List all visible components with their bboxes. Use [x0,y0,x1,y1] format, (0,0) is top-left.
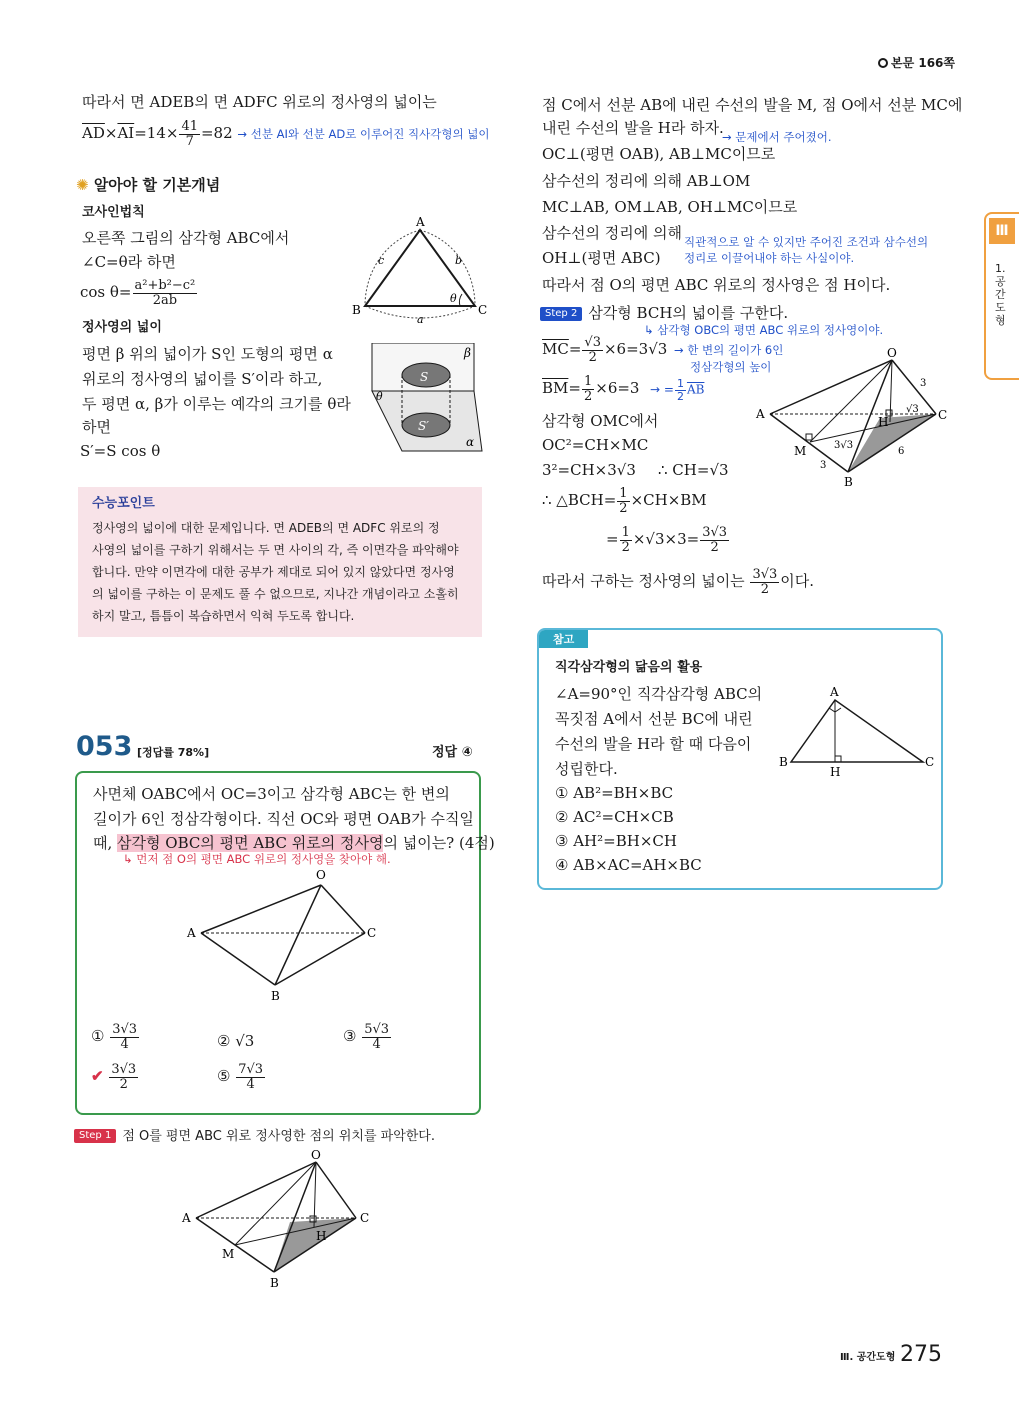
problem-line3: 때, 삼각형 OBC의 평면 ABC 위로의 정사영의 넓이는? (4점) [93,834,495,852]
exam-point-line: 사영의 넓이를 구하기 위해서는 두 면 사이의 각, 즉 이면각을 파악해야 [92,543,459,557]
omc-line: 삼각형 OMC에서 [542,412,659,430]
solution-p3: OC⊥(평면 OAB), AB⊥MC이므로 [542,145,776,163]
intro-line: 따라서 면 ADEB의 면 ADFC 위로의 정사영의 넓이는 [82,93,437,111]
plane-label-alpha: α [466,435,475,449]
choice-4[interactable]: ✔ $\frac{3√3}{2}$ [91,1062,137,1092]
reference-box [537,628,943,890]
area-line1: ∴ △BCH= $\frac{1}{2}$ ×CH×BM [542,486,707,516]
solution-p2: 내린 수선의 발을 H라 하자. [542,119,724,137]
chapter-side-tab[interactable] [984,212,1019,380]
plane-label-beta: β [464,346,471,360]
cos-law-triangle-figure [350,212,490,324]
projection-line4: 하면 [82,418,111,436]
tet-label-C: C [367,926,377,940]
fig-label-H: H [878,415,889,429]
therefore-line: ∴ CH=√3 [658,461,729,479]
projection-formula: S′=S cos θ [80,442,161,460]
projection-line2: 위로의 정사영의 넓이를 S′이라 하고, [82,370,323,388]
plane-label-S-prime: S′ [418,419,429,433]
exam-point-box [78,487,482,637]
step2-badge: Step 2 [540,307,582,321]
reference-item: ① AB²=BH×BC [555,784,674,802]
dihedral-planes-figure [364,343,486,455]
fig-label-root3: √3 [906,404,919,415]
chapter-roman: Ⅲ [989,218,1015,244]
plane-label-S: S [420,370,429,384]
exam-point-line: 정사영의 넓이에 대한 문제입니다. 면 ADEB의 면 ADFC 위로의 정 [92,521,440,535]
page-reference: 본문 166쪽 [878,56,955,70]
solution-p5: MC⊥AB, OM⊥AB, OH⊥MC이므로 [542,198,798,216]
solution-figure [752,344,952,490]
rt-label-B: B [779,755,788,769]
tri-label-theta: θ [450,292,457,305]
reference-item: ② AC²=CH×CB [555,808,674,826]
step1-label-C: C [360,1211,370,1225]
problem-rate: [정답률 78%] [137,746,210,759]
exam-point-line: 하지 말고, 틈틈이 복습하면서 익혀 두도록 합니다. [92,609,355,623]
area-line2: = $\frac{1}{2}$ ×√3×3= $\frac{3√3}{2}$ [606,525,728,555]
step1-label-H: H [316,1229,327,1243]
step1-label-A: A [182,1211,191,1225]
step1-heading: Step 1 점 O를 평면 ABC 위로 정사영한 점의 위치를 파악한다. [74,1126,435,1145]
step1-label-M: M [222,1247,235,1261]
problem-line1: 사면체 OABC에서 OC=3이고 삼각형 ABC는 한 변의 [93,785,450,803]
eq3-line: 3²=CH×3√3 [542,461,636,479]
choice-5[interactable]: ⑤ $\frac{7√3}{4}$ [217,1062,264,1092]
problem-line2: 길이가 6인 정삼각형이다. 직선 OC와 평면 OAB가 수직일 [93,810,474,828]
fig-label-C: C [938,408,948,422]
problem-box [75,771,495,1115]
mc-equation: $\overline{MC}=$ $\frac{√3}{2}$ ×6=3√3 [542,335,668,365]
tetrahedron-figure [177,865,387,1005]
reference-l1: ∠A=90°인 직각삼각형 ABC의 [555,685,763,703]
cos-law-title: 코사인법칙 [82,205,145,220]
tri-label-c: c [378,254,385,267]
circle-icon [878,58,888,68]
problem-number: 053 [76,731,133,762]
right-triangle-figure [779,684,939,778]
mc-note2: 정삼각형의 높이 [690,360,772,374]
solution-p1: 점 C에서 선분 AB에 내린 수선의 발을 M, 점 O에서 선분 MC에 [542,96,963,114]
chapter-label: 1. 공간도형 [995,262,1006,327]
footer-chapter: Ⅲ. 공간도형 [840,1352,896,1363]
rt-label-H: H [830,765,841,778]
oc2-line: OC²=CH×MC [542,436,649,454]
reference-item: ③ AH²=BH×CH [555,832,677,850]
rt-label-C: C [925,755,935,769]
step2-note: ↳ 삼각형 OBC의 평면 ABC 위로의 정사영이야. [644,323,884,337]
fig-label-edge-3b: 3 [820,460,827,471]
choice-1[interactable]: ① $\frac{3√3}{4}$ [91,1022,138,1052]
tet-label-O: O [316,868,326,882]
exam-point-line: 합니다. 만약 이면각에 대한 공부가 제대로 되어 있지 않았다면 정사영 [92,565,455,579]
check-icon: ✔ [91,1067,104,1086]
step1-label-B: B [270,1276,279,1290]
projection-title: 정사영의 넓이 [82,320,162,335]
reference-l4: 성립한다. [555,760,618,778]
reference-item: ④ AB×AC=AH×BC [555,856,702,874]
tri-label-a: a [417,313,424,324]
reference-title: 직각삼각형의 닮음의 활용 [555,660,703,675]
tri-label-C: C [478,303,488,317]
bm-note: → = $\frac{1}{2}$ $\overline{AB}$ [650,377,705,403]
tet-label-B: B [271,989,280,1003]
solution-note1: → 문제에서 주어졌어. [722,130,832,144]
formula-note: → 선분 AI와 선분 AD로 이루어진 직사각형의 넓이 [237,127,490,142]
footer-page-number: 275 [900,1342,942,1367]
step1-label-O: O [311,1150,321,1162]
tri-label-b: b [455,254,463,267]
tri-label-B: B [352,303,361,317]
fig-label-O: O [887,346,897,360]
area-formula: $\overline{AD}\times\overline{AI}=14\times$ $\frac{41}{7}$ =82 → 선분 AI와 선분 AD로 이루어진 직사각형의 넓이 [82,119,490,149]
tri-label-A: A [416,215,425,229]
projection-line3: 두 평면 α, β가 이루는 예각의 크기를 θ라 [82,395,351,413]
solution-p7: OH⊥(평면 ABC) [542,249,661,267]
highlighted-phrase: 삼각형 OBC의 평면 ABC 위로의 정사영 [117,834,384,852]
lightbulb-icon: ✺ [76,176,89,194]
solution-p8: 따라서 점 O의 평면 ABC 위로의 정사영은 점 H이다. [542,276,891,294]
fig-label-edge-6: 6 [898,446,905,457]
fig-label-B: B [844,475,853,489]
fig-label-3root3: 3√3 [834,440,854,451]
final-line: 따라서 구하는 정사영의 넓이는 $\frac{3√3}{2}$ 이다. [542,567,815,597]
fig-label-M: M [794,444,807,458]
exam-point-line: 의 넓이를 구하는 이 문제도 풀 수 없으므로, 지나간 개념이라고 소홀히 [92,587,459,601]
fig-label-A: A [756,407,765,421]
tet-label-A: A [187,926,196,940]
cos-law-line2: ∠C=θ라 하면 [82,253,176,271]
reference-l3: 수선의 발을 H라 할 때 다음이 [555,735,752,753]
problem-hint: ↳ 먼저 점 O의 평면 ABC 위로의 정사영을 찾아야 해. [123,852,391,866]
cos-law-formula: cos θ= $\frac{\text{a²+b²−c²}}{2ab}$ [80,278,196,308]
projection-line1: 평면 β 위의 넓이가 S인 도형의 평면 α [82,345,333,363]
reference-tag: 참고 [539,630,588,648]
cos-law-line1: 오른쪽 그림의 삼각형 ABC에서 [82,229,290,247]
choice-3[interactable]: ③ $\frac{5√3}{4}$ [343,1022,390,1052]
solution-note2b: 정리로 이끌어내야 하는 사실이야. [684,251,855,265]
solution-p6: 삼수선의 정리에 의해 [542,224,682,242]
problem-answer: 정답 ④ [432,745,473,760]
bm-equation: $\overline{BM}=$ $\frac{1}{2}$ ×6=3 [542,374,640,404]
mc-note1: → 한 변의 길이가 6인 [674,343,784,357]
reference-l2: 꼭짓점 A에서 선분 BC에 내린 [555,710,753,728]
exam-point-title: 수능포인트 [92,496,155,511]
rt-label-A: A [830,685,839,699]
solution-note2a: 직관적으로 알 수 있지만 주어진 조건과 삼수선의 [684,235,929,249]
step1-badge: Step 1 [74,1129,116,1143]
solution-p4: 삼수선의 정리에 의해 AB⊥OM [542,172,751,190]
step1-figure [180,1150,380,1290]
concept-title: ✺ 알아야 할 기본개념 [76,176,221,194]
choice-2[interactable]: ② √3 [217,1032,255,1050]
fig-label-edge-3a: 3 [920,378,927,389]
plane-label-theta: θ [376,390,383,403]
step2-heading: Step 2 삼각형 BCH의 넓이를 구한다. [540,304,788,322]
